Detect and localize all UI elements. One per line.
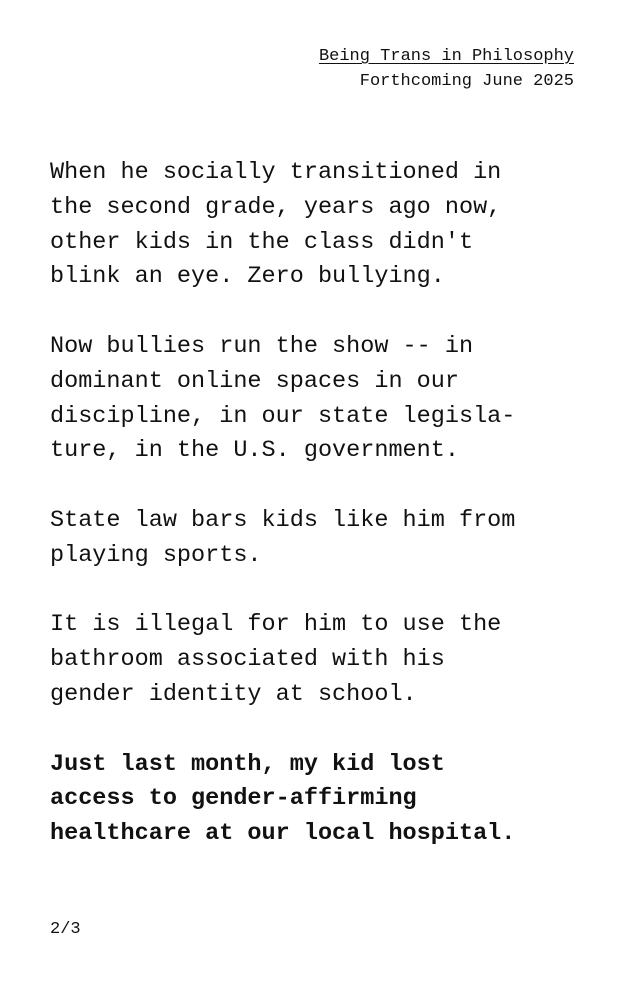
page-number: 2/3 [50,920,81,939]
paragraph-bathroom: It is illegal for him to use the bathroom associated with his gender identity at school. [50,611,502,708]
book-title: Being Trans in Philosophy [318,47,574,66]
paragraph-healthcare: Just last month, my kid lost access to gender-affirming healthcare at our local hospital. [50,750,516,848]
publication-date: Forthcoming June 2025 [359,72,574,91]
paragraph-bullies: Now bullies run the show -- in dominant online spaces in our discipline, in our state legisla- ture, in the U.S. government. [50,332,516,465]
paragraph-transition: When he socially transitioned in the second grade, years ago now, other kids in the class didn't blink an eye. Zero bullying. [50,159,502,291]
page-header [319,44,574,94]
paragraph-sports: State law bars kids like him from playing sports. [50,506,516,569]
body-text [50,156,590,887]
